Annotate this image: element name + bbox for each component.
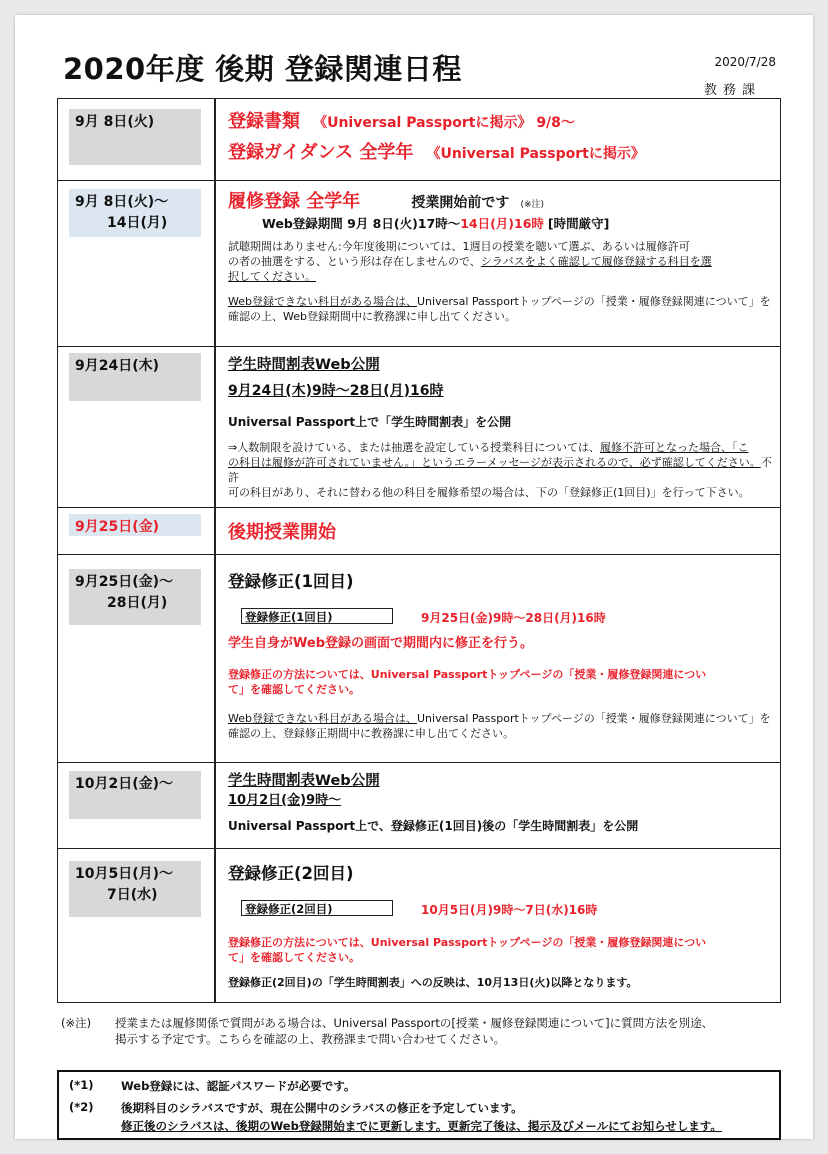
date-text: 7日(水) bbox=[107, 887, 158, 903]
date-text: 9月25日(金) bbox=[75, 519, 160, 535]
page-title: 2020年度 後期 登録関連日程 bbox=[63, 52, 462, 86]
date-text: 9月 8日(火) bbox=[75, 114, 155, 130]
timetable-title: 学生時間割表Web公開 bbox=[228, 773, 380, 789]
syllabus-note: 後期科目のシラバスですが、現在公開中のシラバスの修正を予定しています。 bbox=[121, 1101, 523, 1115]
notice-text: Universal Passportトップページの「授業・履修登録関連について」を bbox=[416, 712, 771, 725]
notice-text: 確認の上、Web登録期間中に教務課に申し出てください。 bbox=[228, 310, 516, 323]
timetable-period: 9月24日(木)9時～28日(月)16時 bbox=[228, 383, 444, 399]
table-row bbox=[58, 181, 780, 347]
contact-notice bbox=[228, 711, 772, 741]
web-period bbox=[262, 213, 772, 235]
contact-notice bbox=[228, 294, 772, 324]
footnote-tag: (※注) bbox=[61, 1016, 92, 1030]
guidance-title: 登録ガイダンス 全学年 bbox=[228, 142, 414, 163]
row-content bbox=[228, 355, 772, 500]
notice-text: 試聴期間はありません:今年度後期については、1週目の授業を聴いて選ぶ、あるいは履修許可 bbox=[228, 240, 690, 253]
method-notice bbox=[228, 667, 772, 697]
documents-line bbox=[228, 107, 772, 138]
footer-tag: (*2) bbox=[69, 1100, 94, 1114]
footer-tag: (*1) bbox=[69, 1078, 94, 1092]
date-text: 14日(月) bbox=[107, 215, 168, 231]
important-box bbox=[57, 1070, 781, 1140]
row-content bbox=[228, 935, 772, 990]
notice-underline: 択してください。 bbox=[228, 270, 316, 283]
notice-text: の者の抽選をする、という形は存在しませんので、 bbox=[228, 255, 481, 268]
date-text: 10月2日(金)～ bbox=[75, 776, 174, 792]
self-correction: 学生自身がWeb登録の画面で期間内に修正を行う。 bbox=[228, 636, 533, 651]
period-strict: [時間厳守] bbox=[547, 216, 610, 231]
row-date bbox=[69, 569, 201, 625]
correction-period: 10月5日(月)9時～7日(水)16時 bbox=[421, 903, 598, 917]
footnote-body bbox=[115, 1015, 791, 1047]
notice-text: 不許 bbox=[228, 456, 772, 484]
method-notice bbox=[228, 935, 772, 965]
correction-title: 登録修正(2回目) bbox=[228, 864, 354, 883]
period-start: Web登録期間 9月 8日(火)17時～ bbox=[262, 216, 461, 231]
note-mark: (※注) bbox=[520, 200, 545, 210]
department: 教務課 bbox=[703, 83, 761, 98]
documents-detail: 《Universal Passportに掲示》 9/8～ bbox=[313, 115, 575, 131]
date-text: 10月5日(月)～ bbox=[75, 866, 174, 882]
registration-heading bbox=[228, 187, 772, 213]
row-content bbox=[228, 187, 772, 324]
row-content bbox=[228, 571, 772, 593]
table-row bbox=[58, 347, 780, 508]
row-date bbox=[69, 353, 201, 401]
before-class-label: 授業開始前です bbox=[411, 195, 510, 211]
timetable-period: 10月2日(金)9時～ bbox=[228, 793, 342, 808]
guidance-line bbox=[228, 138, 772, 169]
date-text: 9月 8日(火)～ bbox=[75, 194, 169, 210]
footnote-text: 授業または履修関係で質問がある場合は、Universal Passportの[授業・履修登録関連について]に質問方法を別途、 bbox=[115, 1016, 714, 1030]
table-row bbox=[58, 555, 780, 763]
row-date bbox=[69, 514, 201, 536]
registration-title: 履修登録 全学年 bbox=[228, 191, 361, 212]
document-page bbox=[15, 15, 813, 1139]
row-date bbox=[69, 861, 201, 917]
notice-text: 登録修正の方法については、Universal Passportトップページの「授業・履修登録関連につい bbox=[228, 936, 707, 949]
password-note: Web登録には、認証パスワードが必要です。 bbox=[121, 1079, 356, 1093]
notice-text: 可の科目があり、それに替わる他の科目を履修希望の場合は、下の「登録修正(1回目)」を行って下さい。 bbox=[228, 486, 750, 499]
syllabus-update-note: 修正後のシラバスは、後期のWeb登録開始までに更新します。更新完了後は、掲示及びメールにてお知らせします。 bbox=[121, 1119, 722, 1133]
table-row bbox=[58, 849, 780, 1004]
correction-title: 登録修正(1回目) bbox=[228, 572, 354, 591]
table-row bbox=[58, 99, 780, 181]
documents-title: 登録書類 bbox=[228, 111, 300, 132]
correction-period: 9月25日(金)9時～28日(月)16時 bbox=[421, 611, 606, 625]
row-date bbox=[69, 771, 201, 819]
timetable-title: 学生時間割表Web公開 bbox=[228, 357, 380, 373]
no-trial-notice bbox=[228, 239, 772, 284]
table-row bbox=[58, 508, 780, 555]
row-content bbox=[228, 107, 772, 169]
footnote-text: 掲示する予定です。こちらを確認の上、教務課まで問い合わせてください。 bbox=[115, 1032, 506, 1046]
row-content bbox=[228, 771, 772, 834]
table-row bbox=[58, 763, 780, 849]
row-content bbox=[228, 518, 772, 544]
timetable-desc: Universal Passport上で「学生時間割表」を公開 bbox=[228, 415, 512, 429]
limit-notice bbox=[228, 440, 772, 500]
row-date bbox=[69, 109, 201, 165]
notice-text: 確認の上、登録修正期間中に教務課に申し出てください。 bbox=[228, 727, 514, 740]
notice-text: て」を確認してください。 bbox=[228, 683, 360, 696]
schedule-table bbox=[57, 98, 781, 1003]
notice-underline: の科目は履修が許可されていません。」というエラーメッセージが表示されるので、必ず確認してください。 bbox=[228, 456, 761, 469]
correction-label-box: 登録修正(1回目) bbox=[241, 608, 393, 624]
date-text: 9月24日(木) bbox=[75, 358, 160, 374]
term-start-title: 後期授業開始 bbox=[228, 522, 336, 543]
notice-underline: 履修不許可となった場合、「こ bbox=[600, 441, 749, 454]
correction-label-box: 登録修正(2回目) bbox=[241, 900, 393, 916]
notice-underline: Web登録できない科目がある場合は、 bbox=[228, 712, 417, 725]
row-date bbox=[69, 189, 201, 237]
notice-text: Universal Passportトップページの「授業・履修登録関連について」を bbox=[416, 295, 771, 308]
date-text: 9月25日(金)～ bbox=[75, 574, 174, 590]
date-text: 28日(月) bbox=[107, 595, 168, 611]
timetable-desc: Universal Passport上で、登録修正(1回目)後の「学生時間割表」を公開 bbox=[228, 819, 639, 833]
notice-underline: Web登録できない科目がある場合は、 bbox=[228, 295, 417, 308]
notice-text: 登録修正の方法については、Universal Passportトップページの「授業・履修登録関連につい bbox=[228, 668, 707, 681]
row-content bbox=[228, 635, 772, 741]
notice-text: て」を確認してください。 bbox=[228, 951, 360, 964]
guidance-detail: 《Universal Passportに掲示》 bbox=[426, 146, 645, 162]
reflect-notice: 登録修正(2回目)の「学生時間割表」への反映は、10月13日(火)以降となります。 bbox=[228, 976, 638, 989]
period-end: 14日(月)16時 bbox=[460, 216, 544, 231]
notice-underline: シラバスをよく確認して履修登録する科目を選 bbox=[480, 255, 712, 268]
row-content bbox=[228, 863, 772, 885]
issue-date: 2020/7/28 bbox=[714, 55, 776, 69]
notice-text: ⇒人数制限を設けている、または抽選を設定している授業科目については、 bbox=[228, 441, 600, 454]
